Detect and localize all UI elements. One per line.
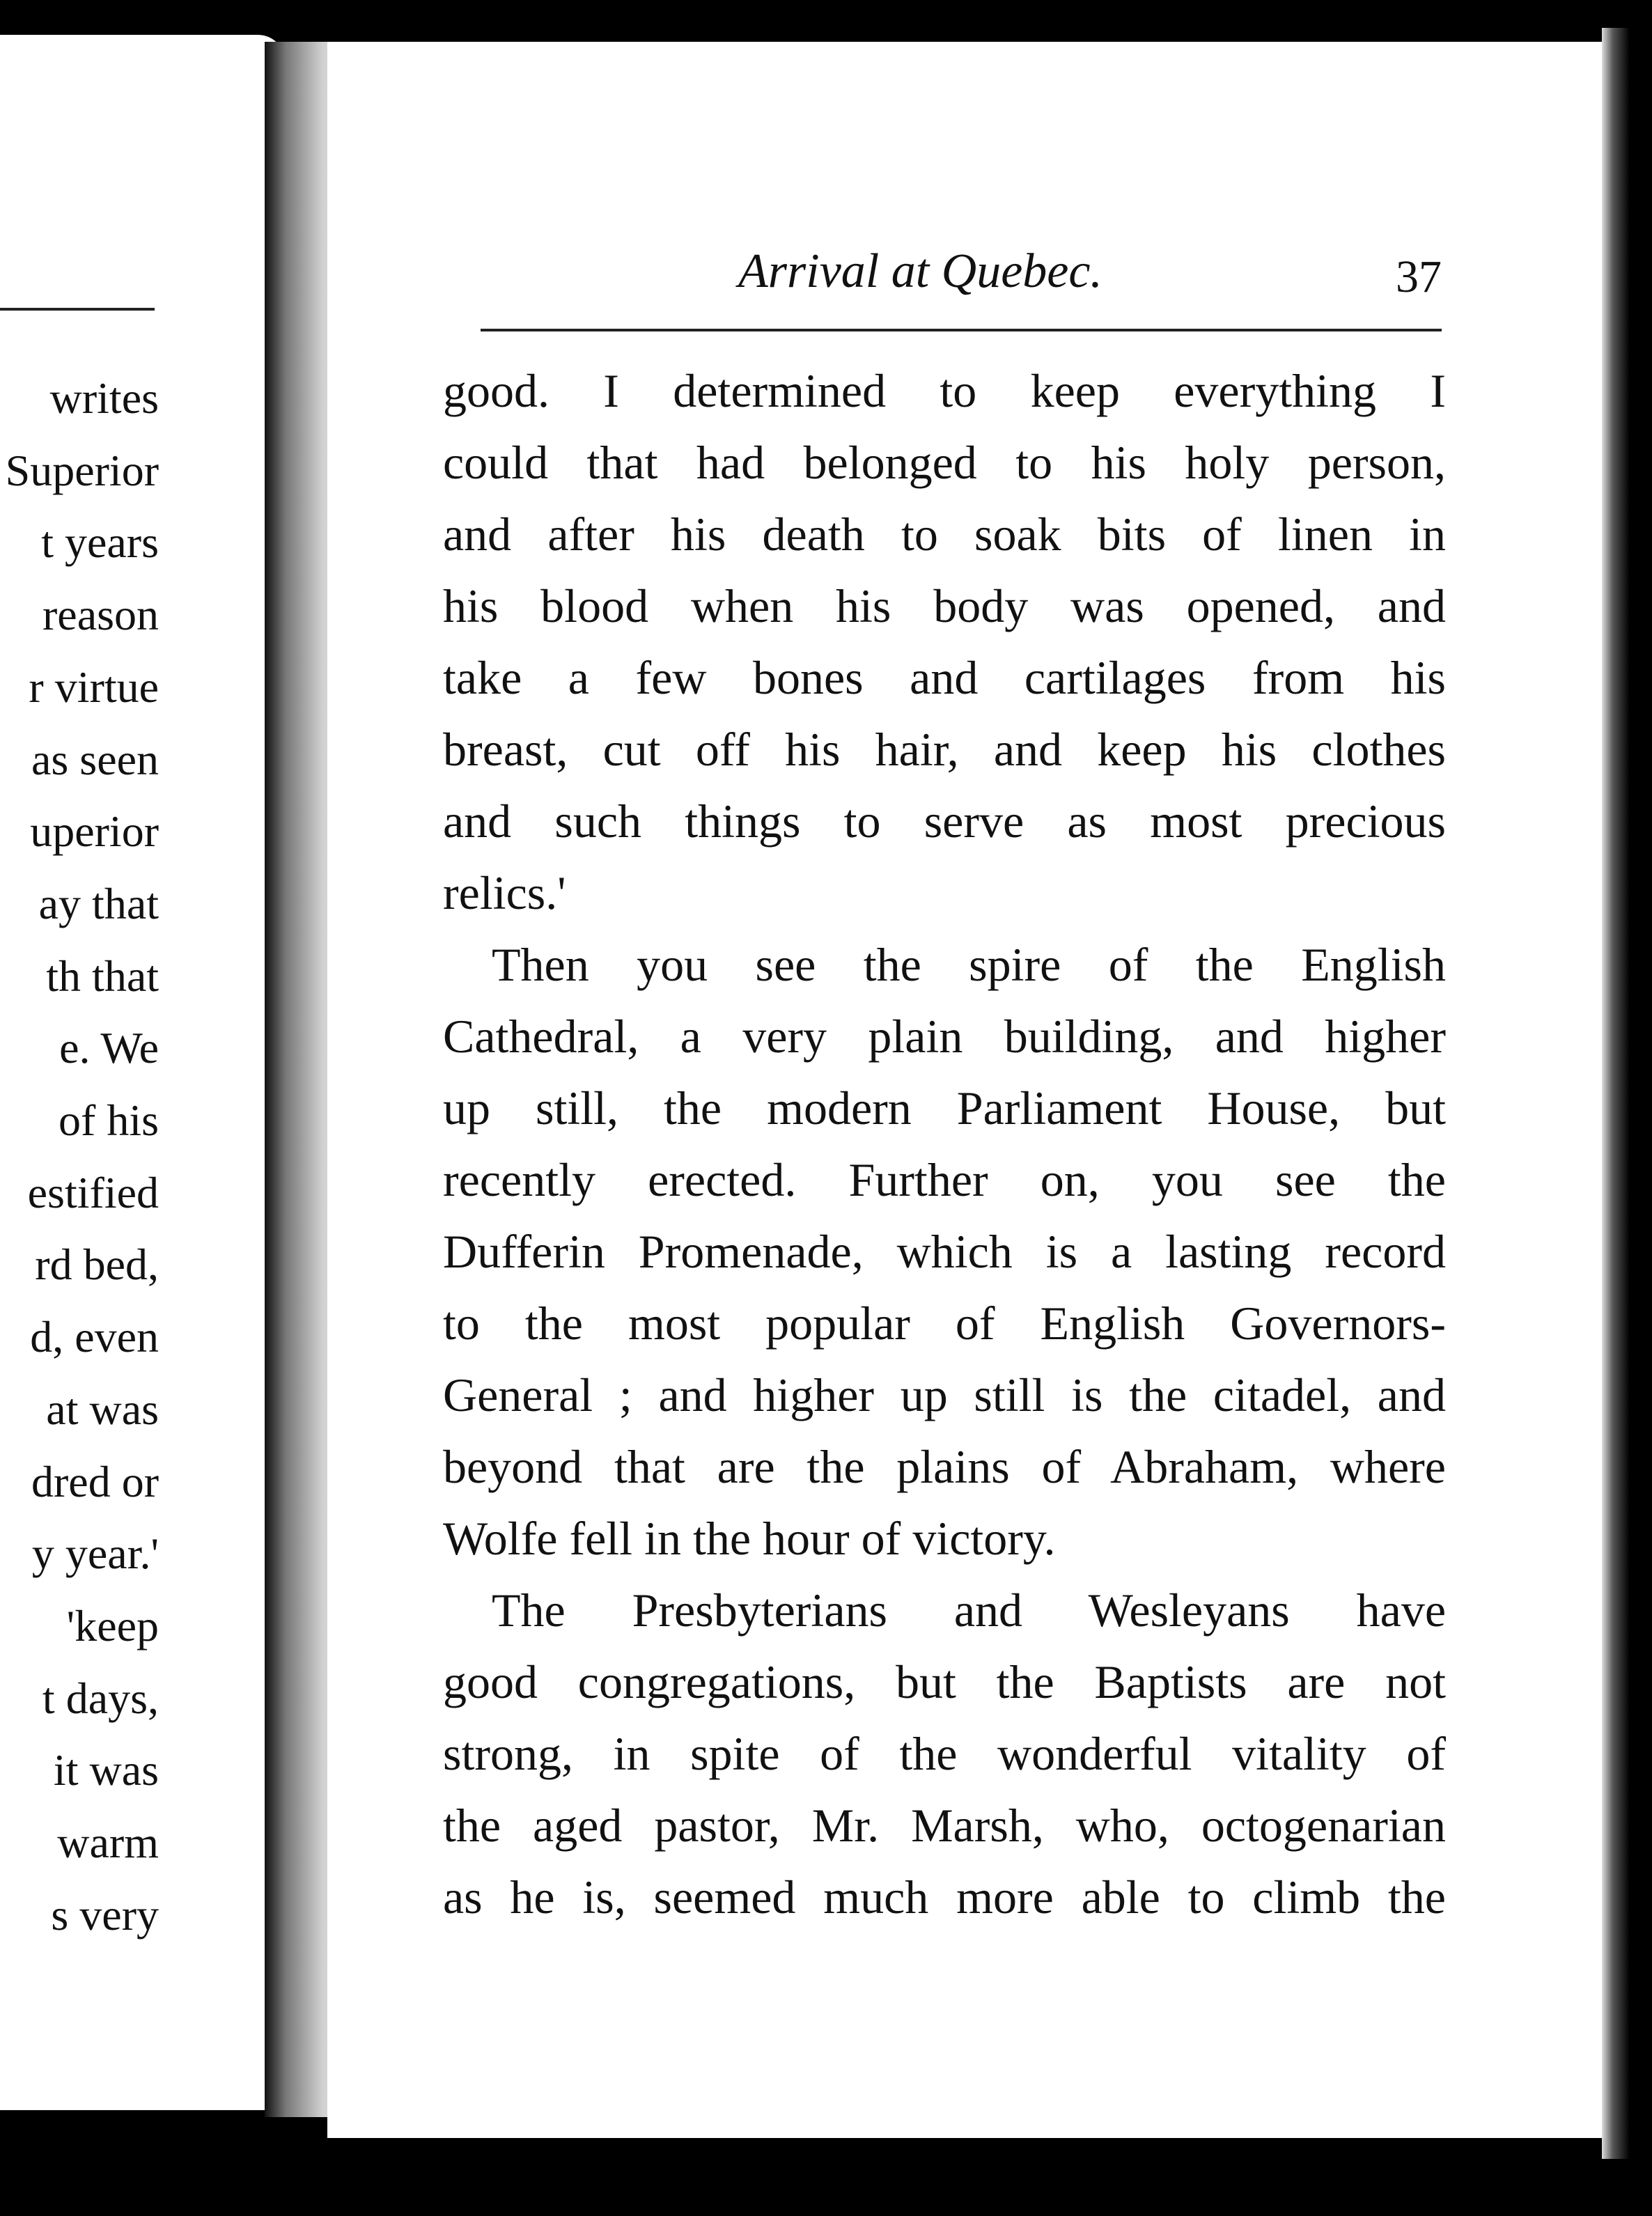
left-page-fragment: 'keep <box>66 1600 159 1651</box>
text-line: his blood when his body was opened, and <box>443 579 1446 632</box>
paragraph <box>443 355 1446 929</box>
text-line: Wolfe fell in the hour of victory. <box>443 1512 1056 1565</box>
left-page-fragment: t days, <box>42 1673 159 1723</box>
text-line: relics.' <box>443 866 566 919</box>
left-page-rule <box>0 308 155 311</box>
left-page-fragment: Superior <box>5 445 159 495</box>
left-page <box>0 35 286 2110</box>
text-line: as he is, seemed much more able to climb the <box>443 1871 1446 1924</box>
text-line: General ; and higher up still is the citadel, and <box>443 1368 1446 1421</box>
left-page-fragment: writes <box>49 373 159 423</box>
text-line: the aged pastor, Mr. Marsh, who, octogenarian <box>443 1799 1446 1852</box>
text-line: and such things to serve as most precious <box>443 795 1446 848</box>
text-line: The Presbyterians and Wesleyans have <box>492 1584 1446 1637</box>
left-page-fragment: as seen <box>31 734 159 784</box>
paragraph <box>443 929 1446 1575</box>
paragraph <box>443 1575 1446 1933</box>
left-page-fragment: s very <box>51 1889 159 1940</box>
left-page-text <box>0 362 159 1951</box>
left-page-fragment: d, even <box>30 1312 159 1362</box>
text-line: recently erected. Further on, you see the <box>443 1153 1446 1206</box>
left-page-fragment: r virtue <box>29 662 159 712</box>
text-line: to the most popular of English Governors- <box>443 1297 1446 1350</box>
left-page-fragment: at was <box>46 1384 159 1434</box>
left-page-fragment: y year.' <box>31 1529 159 1579</box>
header-rule <box>481 329 1442 331</box>
text-line: take a few bones and cartilages from his <box>443 651 1446 704</box>
text-line: Then you see the spire of the English <box>492 938 1446 991</box>
left-page-fragment: it was <box>53 1745 159 1795</box>
left-page-fragment: reason <box>42 590 159 640</box>
page-edge-shadow <box>1602 28 1630 2159</box>
left-page-fragment: estified <box>27 1167 159 1217</box>
text-line: good. I determined to keep everything I <box>443 364 1446 417</box>
text-line: breast, cut off his hair, and keep his clothes <box>443 723 1446 776</box>
text-line: strong, in spite of the wonderful vitality of <box>443 1727 1446 1780</box>
text-line: beyond that are the plains of Abraham, where <box>443 1440 1446 1493</box>
left-page-fragment: of his <box>59 1095 159 1146</box>
text-line: up still, the modern Parliament House, but <box>443 1082 1446 1134</box>
left-page-fragment: uperior <box>30 806 159 857</box>
left-page-fragment: dred or <box>31 1456 159 1506</box>
text-line: and after his death to soak bits of linen in <box>443 508 1446 561</box>
text-line: Cathedral, a very plain building, and higher <box>443 1010 1446 1063</box>
left-page-fragment: warm <box>57 1818 159 1868</box>
running-head <box>474 237 1442 320</box>
running-title: Arrival at Quebec. <box>738 244 1102 298</box>
text-line: Dufferin Promenade, which is a lasting record <box>443 1225 1446 1278</box>
page-number: 37 <box>1396 251 1442 302</box>
text-line: good congregations, but the Baptists are not <box>443 1655 1446 1708</box>
text-line: could that had belonged to his holy person, <box>443 436 1446 489</box>
left-page-fragment: th that <box>46 951 159 1001</box>
left-page-fragment: e. We <box>59 1023 159 1073</box>
left-page-fragment: ay that <box>38 878 159 928</box>
body-text <box>443 355 1446 1933</box>
left-page-fragment: rd bed, <box>35 1240 159 1290</box>
left-page-fragment: t years <box>41 517 159 568</box>
